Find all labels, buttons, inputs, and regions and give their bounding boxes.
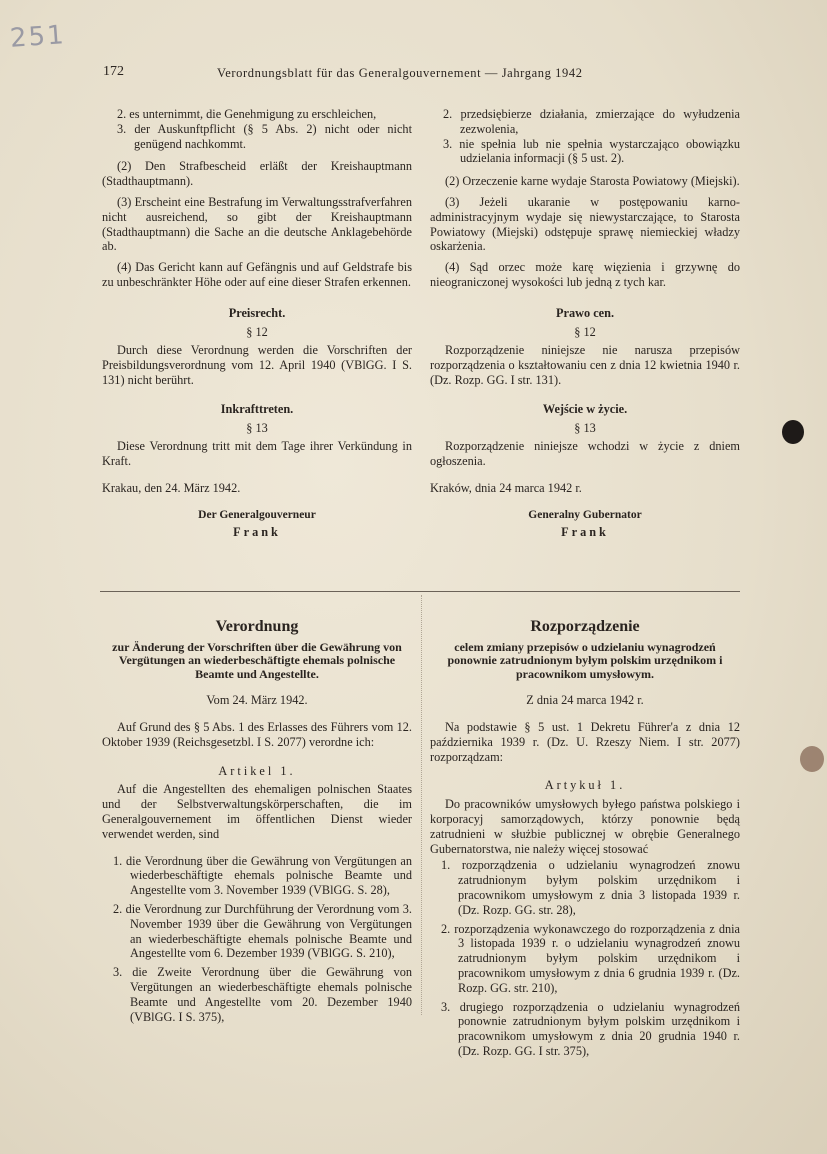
ink-blot-hole — [782, 420, 804, 444]
place-date: Kraków, dnia 24 marca 1942 r. — [430, 480, 582, 495]
section-heading: Prawo cen. — [555, 305, 615, 320]
signature-name: Frank — [233, 524, 281, 539]
section-heading: Preisrecht. — [228, 305, 286, 320]
paragraph: Auf die Angestellten des ehemaligen polnischen Staates und der Selbstverwaltungskörperschaften, die im Generalgouvernement im öffentlichen Dienst wieder verwendet werden, sind — [102, 782, 412, 841]
article-heading: Artikel 1. — [218, 763, 296, 778]
list-item: 3. nie spełnia lub nie spełnia wystarczająco obowiązku udzielania informacji (§ 5 ust. 2). — [443, 136, 740, 166]
ordinance-title: Verordnung — [215, 618, 299, 635]
ordinance-date: Vom 24. März 1942. — [206, 693, 308, 708]
ordinance-title: Rozporządzenie — [530, 618, 640, 635]
section-heading: Inkrafttreten. — [220, 401, 294, 416]
paragraph: Durch diese Verordnung werden die Vorschriften der Preisbildungsverordnung vom 12. April 1940 (VBlGG. I S. 131) nicht berührt. — [102, 343, 412, 387]
page-header — [103, 64, 723, 84]
list-item: 1. die Verordnung über die Gewährung von Vergütungen an wiederbeschäftigte ehemals polnische Beamte und Angestellte vom 3. November 1939 (VBlGG. S. 28), — [113, 853, 412, 898]
signature-name: Frank — [561, 524, 609, 539]
paragraph: Na podstawie § 5 ust. 1 Dekretu Führer'a z dnia 12 października 1939 r. (Dz. U. Rzeszy Niem. I str. 2077) rozporządzam: — [430, 720, 740, 764]
section-number: § 13 — [574, 420, 596, 435]
paragraph: (4) Sąd orzec może karę więzienia i grzywnę do nieograniczonej wysokości lub jedną z tych kar. — [430, 260, 740, 289]
paragraph: Do pracowników umysłowych byłego państwa polskiego i korporacyj samorządowych, którzy ponownie będą zatrudnieni w służbie publicznej w obrębie Generalnego Gubernatorstwa, nie należy więcej stosować — [430, 797, 740, 856]
paragraph: Rozporządzenie niniejsze wchodzi w życie z dniem ogłoszenia. — [430, 439, 740, 469]
ordinance-date: Z dnia 24 marca 1942 r. — [526, 693, 644, 708]
handwritten-page-note: 251 — [9, 20, 67, 54]
paragraph: Diese Verordnung tritt mit dem Tage ihrer Verkündung in Kraft. — [102, 439, 412, 469]
column-divider — [421, 595, 422, 1015]
list-item: 3. die Zweite Verordnung über die Gewährung von Vergütungen an wiederbeschäftigte ehemals polnische Beamte und Angestellte vom 20. Dezember 1940 (VBlGG. I S. 375), — [113, 965, 412, 1024]
list-item: 3. der Auskunftpflicht (§ 5 Abs. 2) nicht oder nicht genügend nachkommt. — [117, 121, 412, 151]
polish-column-bottom — [430, 620, 740, 1059]
paragraph: (3) Erscheint eine Bestrafung im Verwaltungsstrafverfahren nicht ausreichend, so gibt der Kreishauptmann (Stadthauptmann) die Sache an die deutsche Anklagebehörde ab. — [102, 194, 412, 254]
list-item: 1. rozporządzenia o udzielaniu wynagrodzeń znowu zatrudnionym byłym polskim urzędnikom i pracownikom umysłowym z dnia 3 listopada 1939 r. (Dz. Rozp. GG. str. 28), — [441, 858, 740, 917]
list-item: 3. drugiego rozporządzenia o udzielaniu wynagrodzeń ponownie zatrudnionym byłym polskim urzędnikom i pracownikom umysłowym z dnia 20 grudnia 1940 r. (Dz. Rozp. GG. I str. 375), — [441, 999, 740, 1059]
ordinance-subtitle: celem zmiany przepisów o udzielaniu wynagrodzeń ponownie zatrudnionym byłym polskim urzędnikom i pracownikom umysłowym. — [447, 639, 723, 681]
section-heading: Wejście w życie. — [542, 401, 628, 416]
german-column-bottom — [102, 620, 412, 1024]
section-divider — [100, 591, 740, 592]
signature-title: Der Generalgouverneur — [198, 508, 316, 521]
list-item: 2. rozporządzenia wykonawczego do rozporządzenia z dnia 3 listopada 1939 r. o udzielaniu wynagrodzeń znowu zatrudnionym byłym polskim urzędnikom i pracownikom umysłowym z dnia 6 grudnia 1939 r. (Dz. Rozp. GG. str. 210), — [441, 921, 740, 995]
article-heading: Artykuł 1. — [544, 778, 626, 793]
paragraph: Rozporządzenie niniejsze nie narusza przepisów rozporządzenia o kształtowaniu cen z dnia 12 kwietnia 1940 r. (Dz. Rozp. GG. I str. 131). — [430, 343, 740, 387]
paragraph: (2) Den Strafbescheid erläßt der Kreishauptmann (Stadthauptmann). — [102, 159, 412, 189]
german-column-top — [102, 107, 412, 539]
paragraph: (4) Das Gericht kann auf Gefängnis und auf Geldstrafe bis zu unbeschränkter Höhe oder auf eine dieser Strafen erkennen. — [102, 260, 412, 289]
page-number: 172 — [103, 64, 124, 79]
paragraph: Auf Grund des § 5 Abs. 1 des Erlasses des Führers vom 12. Oktober 1939 (Reichsgesetzbl. I S. 2077) verordne ich: — [102, 720, 412, 749]
section-number: § 12 — [574, 324, 596, 339]
list-item: 2. die Verordnung zur Durchführung der Verordnung vom 3. November 1939 über die Gewährung von Vergütungen an wiederbeschäftigte ehemals polnische Beamte und Angestellte vom 6. Dezember 1939 (VBlGG. S. 210), — [113, 902, 412, 961]
section-number: § 13 — [246, 420, 268, 435]
signature-title: Generalny Gubernator — [528, 508, 642, 521]
paragraph: (2) Orzeczenie karne wydaje Starosta Powiatowy (Miejski). — [445, 174, 740, 189]
polish-column-top — [430, 107, 740, 539]
section-number: § 12 — [246, 324, 268, 339]
paragraph: (3) Jeżeli ukaranie w postępowaniu karno-administracyjnym wydaje się niewystarczające, to Starosta Powiatowy (Miejski) odstępuje sprawę niemieckiej władzy oskarżenia. — [430, 194, 740, 254]
ordinance-subtitle: zur Änderung der Vorschriften über die Gewährung von Vergütungen an wiederbeschäftigte ehemals polnische Beamte und Angestellte. — [112, 639, 402, 681]
journal-title: Verordnungsblatt für das Generalgouvernement — Jahrgang 1942 — [217, 66, 583, 80]
list-item: 2. es unternimmt, die Genehmigung zu erschleichen, — [117, 107, 377, 121]
place-date: Krakau, den 24. März 1942. — [102, 480, 241, 495]
punch-hole-stain — [800, 746, 824, 772]
list-item: 2. przedsiębierze działania, zmierzające do wyłudzenia zezwolenia, — [443, 107, 740, 136]
